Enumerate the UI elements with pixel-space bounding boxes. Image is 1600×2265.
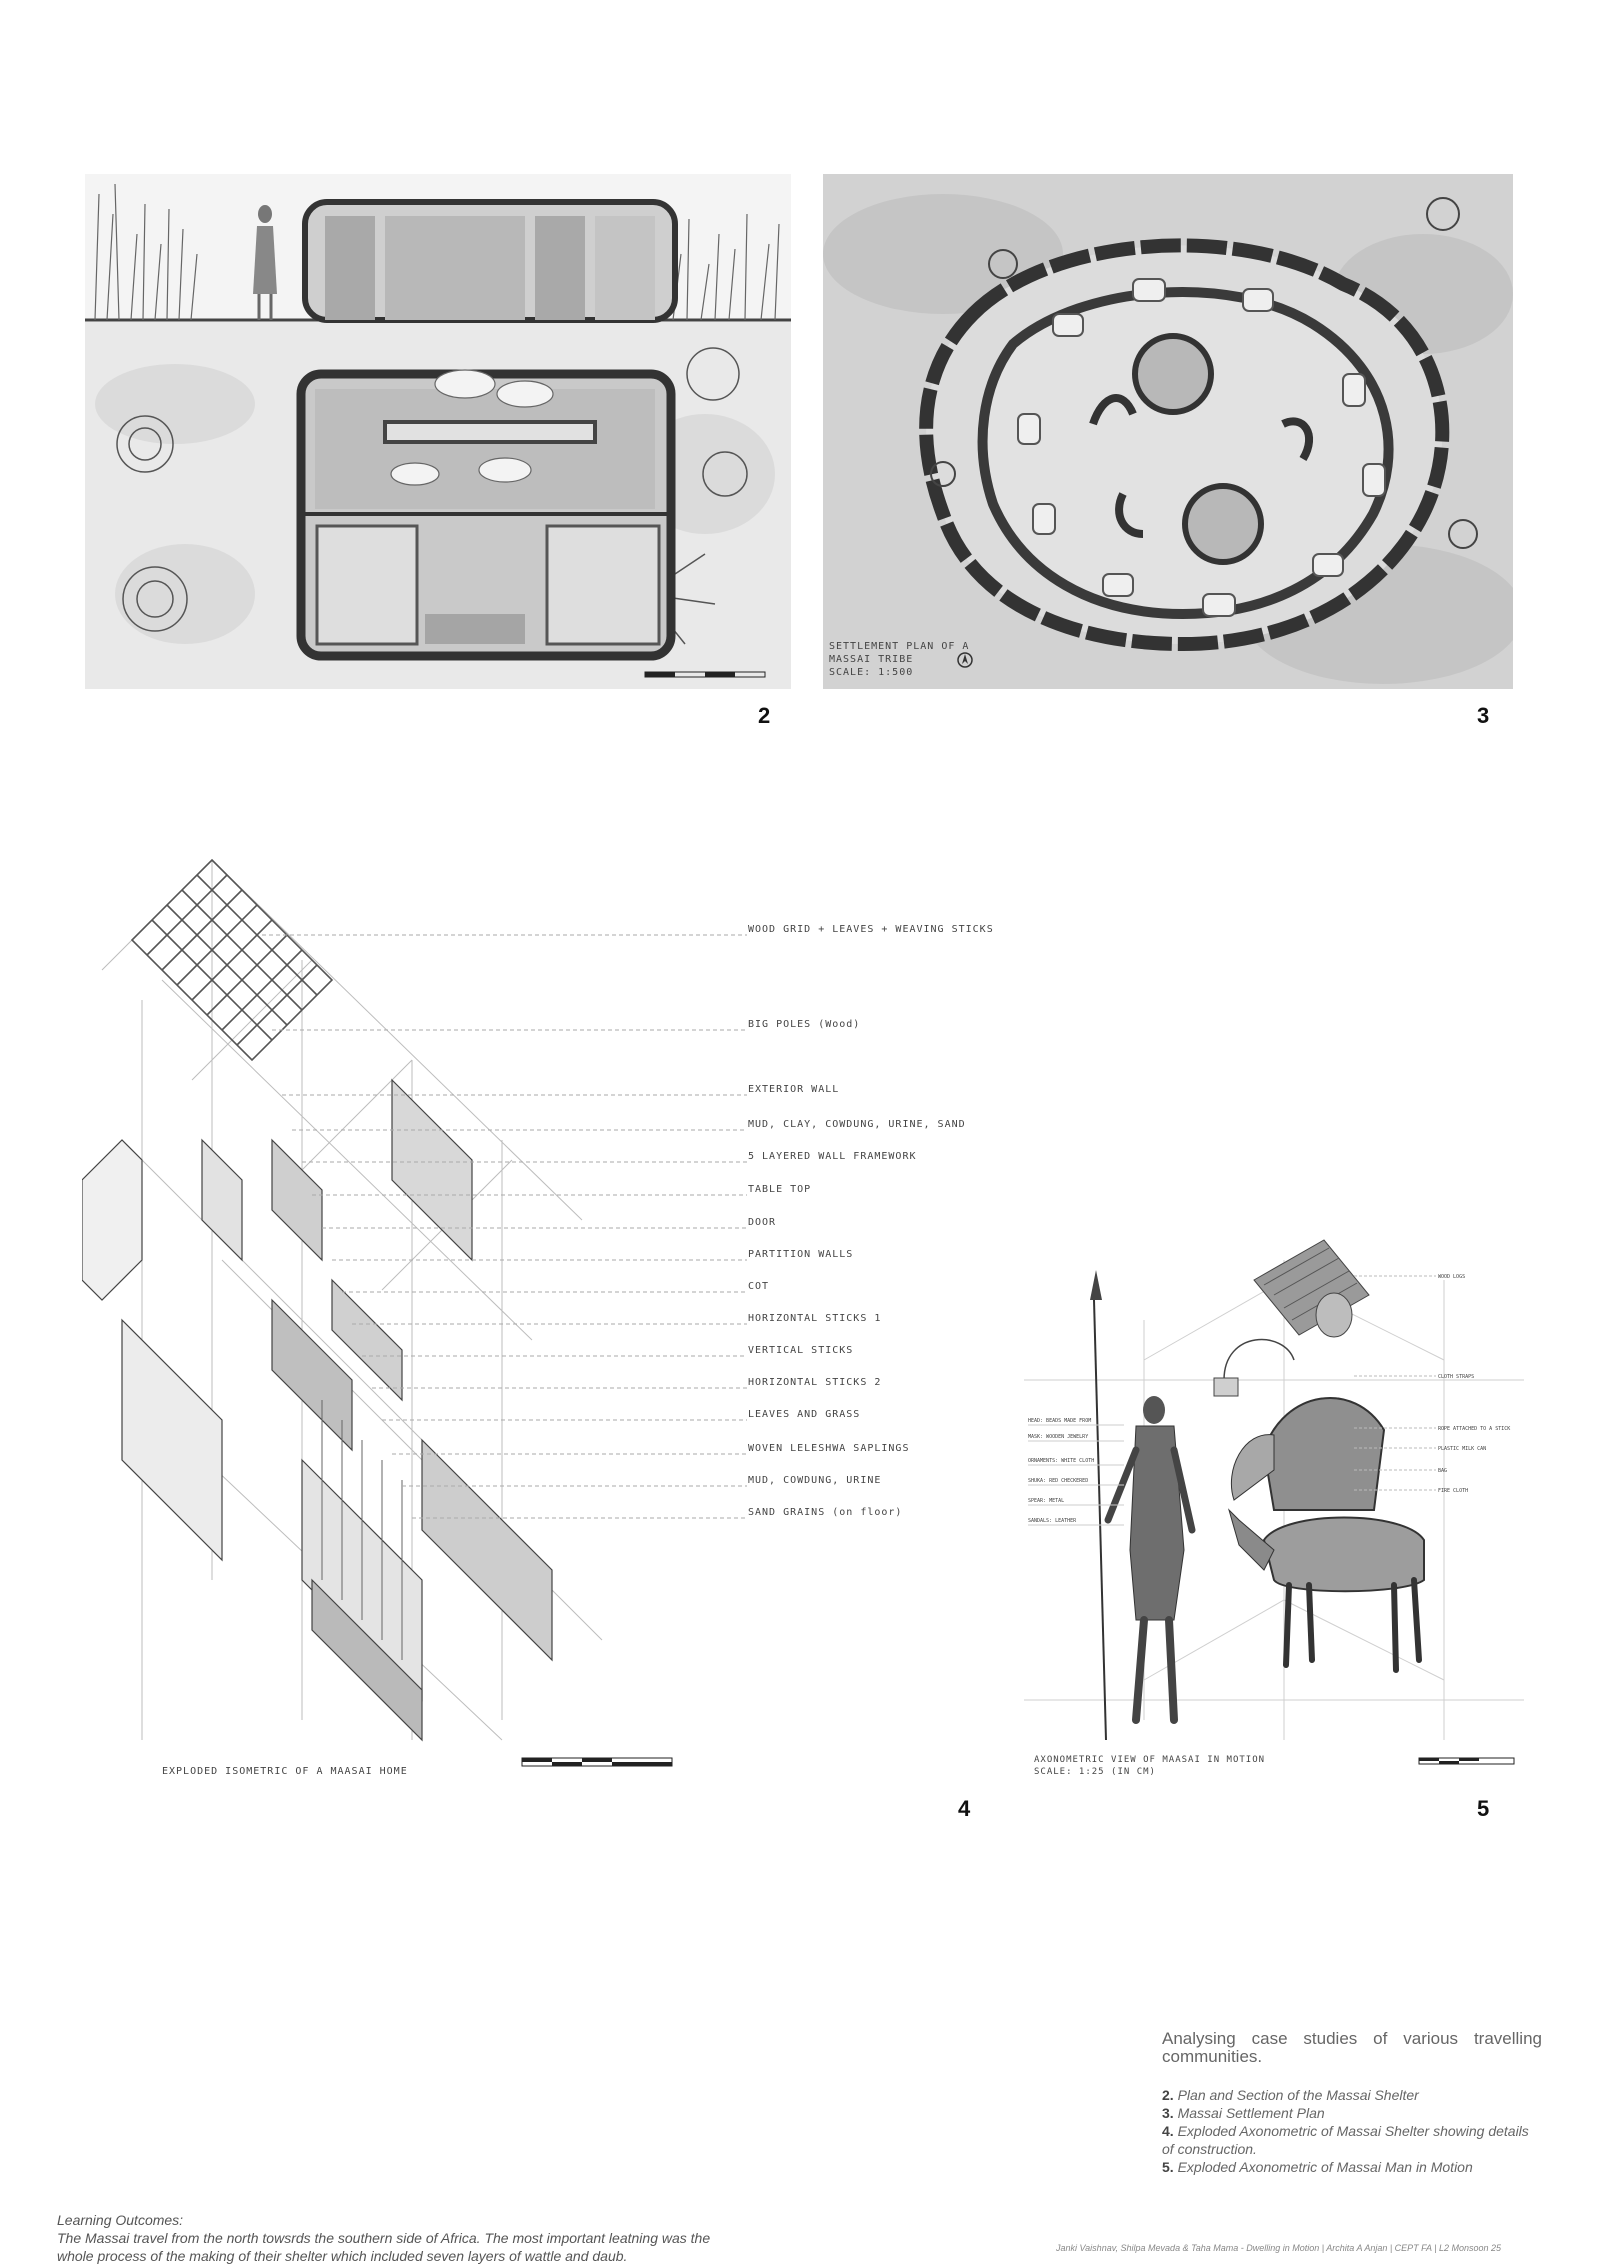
- caption-list: [1162, 2086, 1542, 2176]
- learning-outcomes-title: Learning Outcomes:: [57, 2212, 184, 2228]
- fig5-left-label: ORNAMENTS: WHITE CLOTH: [1028, 1458, 1095, 1464]
- figure-5-number: 5: [1477, 1796, 1490, 1821]
- fig4-layer-label: HORIZONTAL STICKS 2: [748, 1377, 882, 1388]
- fig4-layer-label: PARTITION WALLS: [748, 1249, 854, 1260]
- figure-2-number: 2: [758, 703, 771, 728]
- fig5-right-label: FIRE CLOTH: [1438, 1488, 1469, 1494]
- fig4-layer-label: DOOR: [748, 1217, 777, 1228]
- settlement-plan-drawing: [823, 174, 1513, 689]
- fig4-layer-label: MUD, CLAY, COWDUNG, URINE, SAND: [748, 1119, 966, 1130]
- north-arrow-icon: [958, 653, 972, 667]
- wood-logs: [1254, 1240, 1369, 1337]
- fig5-scale-bar: [1419, 1758, 1514, 1764]
- fig4-layer-label: LEAVES AND GRASS: [748, 1409, 861, 1420]
- learning-outcomes-text: The Massai travel from the north towsrds the southern side of Africa. The most important leatning was the whole process of the making of their shelter which included seven layers of wattle and daub.: [57, 2230, 711, 2264]
- donkey: [1229, 1510, 1424, 1670]
- caption-item: 2. Plan and Section of the Massai Shelter: [1162, 2087, 1419, 2103]
- settlement-title-line-3: SCALE: 1:500: [829, 667, 914, 678]
- fig4-layer-label: HORIZONTAL STICKS 1: [748, 1313, 882, 1324]
- figures-caption: [1162, 2030, 1542, 2176]
- learning-outcomes-body: [57, 2229, 737, 2265]
- fig4-layer-label: WOOD GRID + LEAVES + WEAVING STICKS: [748, 924, 994, 935]
- fig4-layer-label: BIG POLES (Wood): [748, 1019, 861, 1030]
- fig4-title: EXPLODED ISOMETRIC OF A MAASAI HOME: [162, 1766, 408, 1777]
- figure-4-exploded-isometric: [82, 840, 1002, 1780]
- fig4-layer-labels: [262, 924, 994, 1518]
- fig5-left-label: SANDALS: LEATHER: [1028, 1518, 1077, 1524]
- fig5-right-label: ROPE ATTACHED TO A STICK: [1438, 1426, 1511, 1432]
- fig5-right-label: CLOTH STRAPS: [1438, 1374, 1475, 1380]
- fig5-left-label: MASK: WOODEN JEWELRY: [1028, 1434, 1089, 1440]
- fig5-right-label: WOOD LOGS: [1438, 1274, 1466, 1280]
- maasai-in-motion-drawing: [1024, 1220, 1524, 1790]
- fig5-left-label: SHUKA: RED CHECKERED: [1028, 1478, 1089, 1484]
- fig2-scale-bar: [645, 672, 765, 677]
- caption-intro: Analysing case studies of various travelling communities.: [1162, 2029, 1542, 2066]
- plan-section-drawing: [85, 174, 791, 689]
- figure-3-number: 3: [1477, 703, 1490, 728]
- settlement-plan-title: [829, 641, 969, 678]
- exploded-isometric-drawing: [82, 840, 1002, 1780]
- fig5-left-label: HEAD: BEADS MADE FROM: [1028, 1418, 1092, 1424]
- fig5-right-label: PLASTIC MILK CAN: [1438, 1446, 1487, 1452]
- learning-outcomes: [57, 2211, 737, 2229]
- fig4-layer-label: MUD, COWDUNG, URINE: [748, 1475, 882, 1486]
- figure-4-number: 4: [958, 1796, 971, 1821]
- fig5-right-label: BAG: [1438, 1468, 1448, 1474]
- fig4-layer-label: SAND GRAINS (on floor): [748, 1507, 903, 1518]
- fig4-scale-bar: [522, 1758, 672, 1766]
- fig4-layer-label: EXTERIOR WALL: [748, 1084, 840, 1095]
- caption-item: 4. Exploded Axonometric of Massai Shelter showing details of construction.: [1162, 2123, 1529, 2157]
- settlement-title-line-2: MASSAI TRIBE: [829, 654, 914, 665]
- figure-3-settlement-plan: [823, 174, 1513, 689]
- fig5-title: AXONOMETRIC VIEW OF MAASAI IN MOTION: [1034, 1755, 1266, 1765]
- fig4-layer-label: VERTICAL STICKS: [748, 1345, 854, 1356]
- credit-line: Janki Vaishnav, Shilpa Mevada & Taha Mama - Dwelling in Motion | Archita A Anjan | CEPT FA | L2 Monsoon 25: [1056, 2243, 1502, 2253]
- fig4-layer-label: COT: [748, 1281, 770, 1292]
- fig5-left-label: SPEAR: METAL: [1028, 1498, 1065, 1504]
- caption-item: 3. Massai Settlement Plan: [1162, 2105, 1325, 2121]
- caption-item: 5. Exploded Axonometric of Massai Man in Motion: [1162, 2159, 1473, 2175]
- fig4-layer-label: 5 LAYERED WALL FRAMEWORK: [748, 1151, 917, 1162]
- figure-2-plan-section: [85, 174, 791, 689]
- settlement-title-line-1: SETTLEMENT PLAN OF A: [829, 641, 970, 652]
- fig5-scale: SCALE: 1:25 (IN CM): [1034, 1767, 1156, 1777]
- fig4-layer-label: WOVEN LELESHWA SAPLINGS: [748, 1443, 910, 1454]
- fig4-layer-label: TABLE TOP: [748, 1184, 812, 1195]
- figure-5-maasai-in-motion: [1024, 1220, 1524, 1790]
